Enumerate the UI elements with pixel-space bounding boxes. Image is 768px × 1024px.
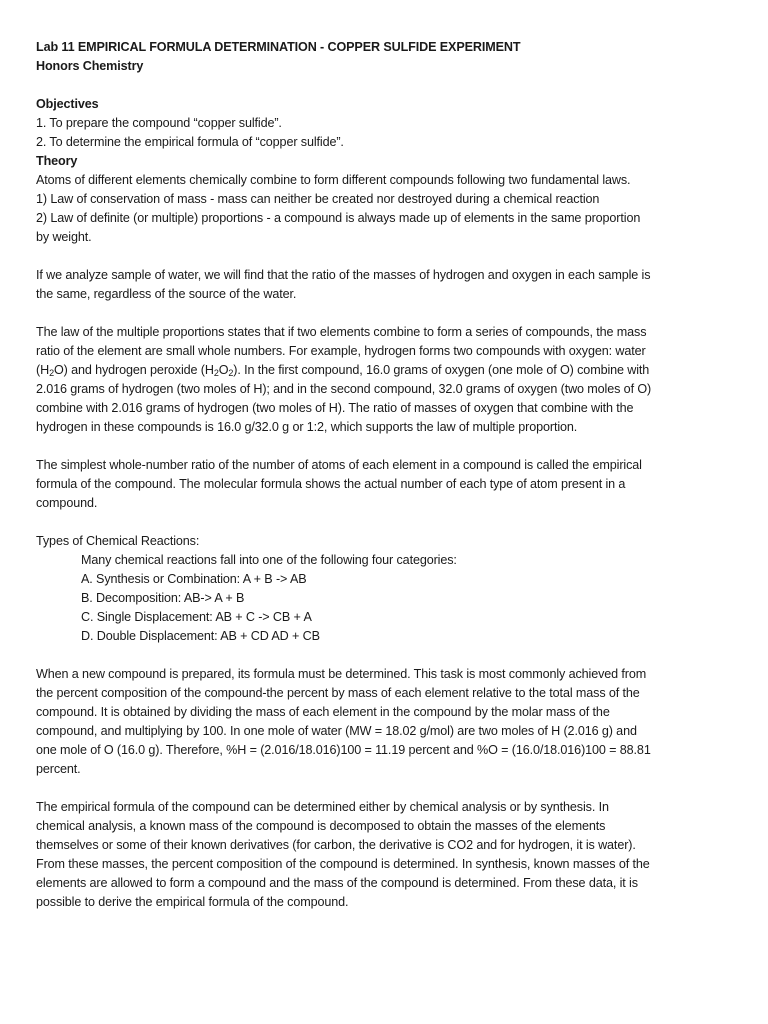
paragraph-line: elements are allowed to form a compound and the mass of the compound is determined. From these data, it is xyxy=(36,876,638,890)
spacer xyxy=(36,437,726,456)
paragraph-line: ratio of the element are small whole numbers. For example, hydrogen forms two compounds with oxygen: water xyxy=(36,344,646,358)
reaction-item: A. Synthesis or Combination: A + B -> AB xyxy=(81,572,307,586)
empirical-formula-paragraph xyxy=(36,456,726,513)
paragraph-line: compound. xyxy=(36,496,98,510)
spacer xyxy=(36,247,726,266)
document-page xyxy=(36,38,726,912)
subscript: 2 xyxy=(213,368,219,378)
reaction-item: B. Decomposition: AB-> A + B xyxy=(81,591,245,605)
formula-text: (H xyxy=(36,363,50,377)
paragraph-line: combine with 2.016 grams of hydrogen (two moles of H). The ratio of masses of oxygen that combine with the xyxy=(36,401,634,415)
paragraph-line: one mole of O (16.0 g). Therefore, %H = (2.016/18.016)100 = 11.19 percent and %O = (16.0/18.016)100 = 88.81 xyxy=(36,743,651,757)
paragraph-line: When a new compound is prepared, its formula must be determined. This task is most commonly achieved from xyxy=(36,667,647,681)
objective-item: 1. To prepare the compound “copper sulfide”. xyxy=(36,116,282,130)
formula-text: ). In the first compound, 16.0 grams of oxygen (one mole of O) combine with xyxy=(233,363,650,377)
paragraph-line: the percent composition of the compound-the percent by mass of each element relative to the total mass of the xyxy=(36,686,640,700)
spacer xyxy=(36,513,726,532)
reaction-item: D. Double Displacement: AB + CD AD + CB xyxy=(81,629,320,643)
document-header xyxy=(36,38,726,76)
theory-section xyxy=(36,152,726,247)
paragraph-line: chemical analysis, a known mass of the compound is decomposed to obtain the masses of the elements xyxy=(36,819,606,833)
document-title: Lab 11 EMPIRICAL FORMULA DETERMINATION - COPPER SULFIDE EXPERIMENT xyxy=(36,40,521,54)
objectives-heading: Objectives xyxy=(36,97,99,111)
paragraph-line: possible to derive the empirical formula of the compound. xyxy=(36,895,349,909)
objective-item: 2. To determine the empirical formula of “copper sulfide”. xyxy=(36,135,344,149)
paragraph-line: formula of the compound. The molecular formula shows the actual number of each type of atom present in a xyxy=(36,477,626,491)
paragraph-line: compound, and multiplying by 100. In one mole of water (MW = 18.02 g/mol) are two moles of H (2.016 g) and xyxy=(36,724,637,738)
spacer xyxy=(36,304,726,323)
spacer xyxy=(36,779,726,798)
subscript: 2 xyxy=(49,368,54,378)
theory-line: Atoms of different elements chemically combine to form different compounds following two fundamental laws. xyxy=(36,173,631,187)
reactions-section xyxy=(36,532,726,646)
paragraph-line: compound. It is obtained by dividing the mass of each element in the compound by the molar mass of the xyxy=(36,705,610,719)
paragraph-line: The empirical formula of the compound can be determined either by chemical analysis or by synthesis. In xyxy=(36,800,609,814)
theory-line: by weight. xyxy=(36,230,92,244)
spacer xyxy=(36,646,726,665)
objectives-section xyxy=(36,95,726,152)
paragraph-line: percent. xyxy=(36,762,81,776)
document-subtitle: Honors Chemistry xyxy=(36,59,144,73)
multiple-proportions-paragraph xyxy=(36,323,726,437)
theory-line: 2) Law of definite (or multiple) proportions - a compound is always made up of elements in the same proportion xyxy=(36,211,641,225)
reactions-intro: Many chemical reactions fall into one of the following four categories: xyxy=(81,553,457,567)
theory-heading: Theory xyxy=(36,154,78,168)
paragraph-line: From these masses, the percent composition of the compound is determined. In synthesis, known masses of the xyxy=(36,857,650,871)
subscript: 2 xyxy=(228,368,234,378)
reaction-item: C. Single Displacement: AB + C -> CB + A xyxy=(81,610,312,624)
paragraph-line: hydrogen in these compounds is 16.0 g/32.0 g or 1:2, which supports the law of multiple proportion. xyxy=(36,420,578,434)
formula-text: O) and hydrogen peroxide (H xyxy=(53,363,214,377)
paragraph-line: 2.016 grams of hydrogen (two moles of H); and in the second compound, 32.0 grams of oxygen (two moles of O) xyxy=(36,382,652,396)
formula-text: O xyxy=(218,363,229,377)
chemical-analysis-paragraph xyxy=(36,798,726,912)
reactions-heading: Types of Chemical Reactions: xyxy=(36,534,200,548)
paragraph-line: The law of the multiple proportions states that if two elements combine to form a series of compounds, the mass xyxy=(36,325,647,339)
paragraph-line: The simplest whole-number ratio of the number of atoms of each element in a compound is called the empirical xyxy=(36,458,642,472)
percent-composition-paragraph xyxy=(36,665,726,779)
spacer xyxy=(36,76,726,95)
water-paragraph xyxy=(36,266,726,304)
paragraph-line-formulas xyxy=(36,361,726,380)
paragraph-line: themselves or some of their known derivatives (for carbon, the derivative is CO2 and for hydrogen, it is water). xyxy=(36,838,636,852)
paragraph-line: the same, regardless of the source of the water. xyxy=(36,287,297,301)
theory-line: 1) Law of conservation of mass - mass can neither be created nor destroyed during a chemical reaction xyxy=(36,192,600,206)
paragraph-line: If we analyze sample of water, we will find that the ratio of the masses of hydrogen and oxygen in each sample is xyxy=(36,268,651,282)
